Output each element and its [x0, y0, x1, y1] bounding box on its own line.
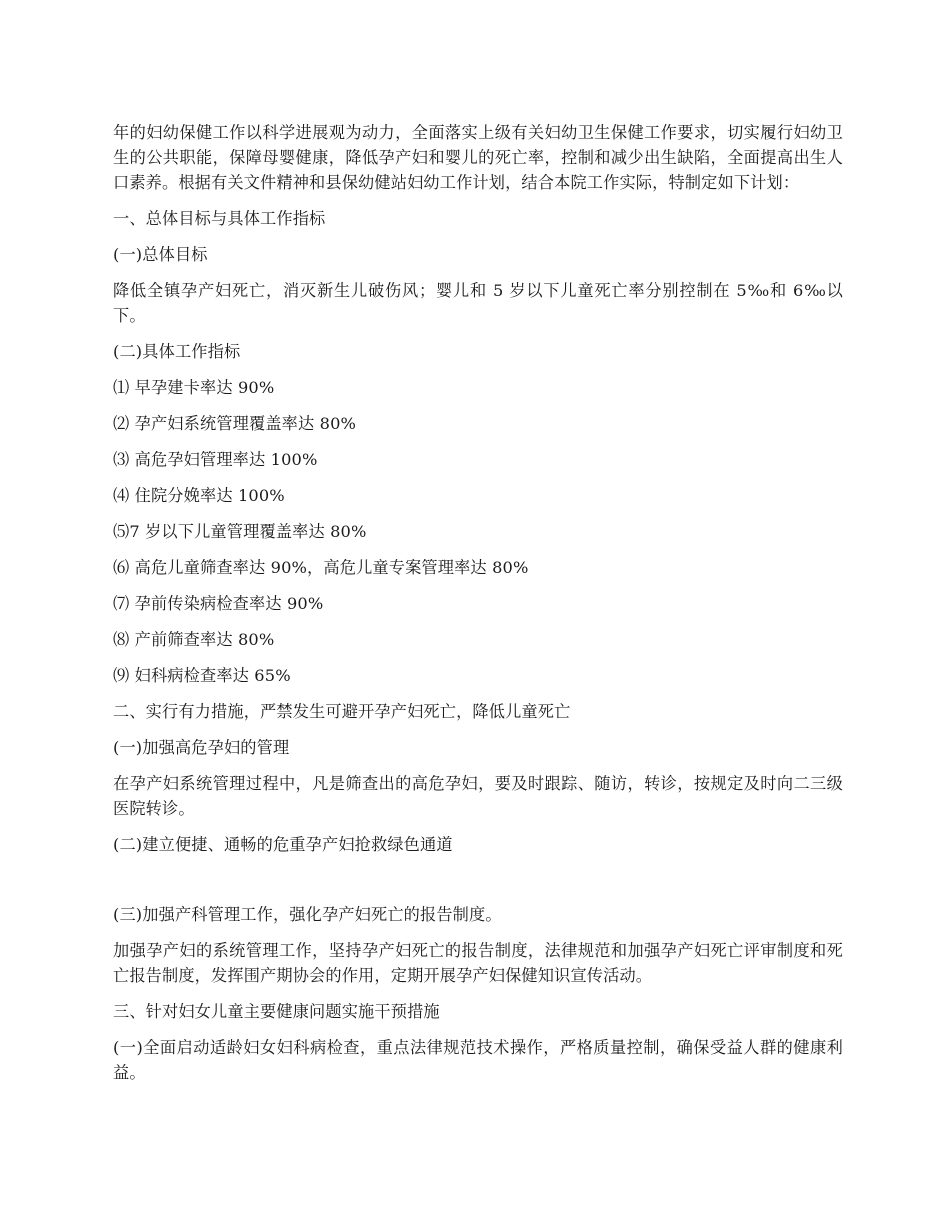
subsection-heading: (一)总体目标	[113, 245, 208, 264]
indicator-item: ⑴ 早孕建卡率达 90%	[113, 378, 275, 397]
indicator-item: ⑷ 住院分娩率达 100%	[113, 486, 285, 505]
section-heading-1: 一、总体目标与具体工作指标	[113, 209, 326, 228]
body-paragraph: (一)全面启动适龄妇女妇科病检查，重点法律规范技术操作，严格质量控制，确保受益人群的健康利益。	[113, 1038, 843, 1082]
document-body	[113, 120, 843, 1096]
indicator-item: ⑻ 产前筛查率达 80%	[113, 630, 275, 649]
body-paragraph: 降低全镇孕产妇死亡，消灭新生儿破伤风；婴儿和 5 岁以下儿童死亡率分别控制在 5‰和 6‰以下。	[113, 281, 843, 325]
blank-space	[113, 868, 843, 902]
subsection-heading: (三)加强产科管理工作，强化孕产妇死亡的报告制度。	[113, 905, 502, 924]
indicator-item: ⑵ 孕产妇系统管理覆盖率达 80%	[113, 414, 357, 433]
subsection-heading: (一)加强高危孕妇的管理	[113, 738, 290, 757]
section-heading-3: 三、针对妇女儿童主要健康问题实施干预措施	[113, 1002, 440, 1021]
body-paragraph: 在孕产妇系统管理过程中，凡是筛查出的高危孕妇，要及时跟踪、随访，转诊，按规定及时向二三级医院转诊。	[113, 774, 843, 818]
indicator-item: ⑼ 妇科病检查率达 65%	[113, 666, 291, 685]
indicator-item: ⑶ 高危孕妇管理率达 100%	[113, 450, 318, 469]
subsection-heading: (二)具体工作指标	[113, 342, 241, 361]
subsection-heading: (二)建立便捷、通畅的危重孕产妇抢救绿色通道	[113, 835, 453, 854]
body-paragraph: 加强孕产妇的系统管理工作，坚持孕产妇死亡的报告制度，法律规范和加强孕产妇死亡评审制度和死亡报告制度，发挥围产期协会的作用，定期开展孕产妇保健知识宣传活动。	[113, 941, 843, 985]
indicator-item: ⑸7 岁以下儿童管理覆盖率达 80%	[113, 522, 367, 541]
indicator-item: ⑺ 孕前传染病检查率达 90%	[113, 594, 324, 613]
indicator-item: ⑹ 高危儿童筛查率达 90%，高危儿童专案管理率达 80%	[113, 558, 529, 577]
section-heading-2: 二、实行有力措施，严禁发生可避开孕产妇死亡，降低儿童死亡	[113, 702, 571, 721]
intro-paragraph: 年的妇幼保健工作以科学进展观为动力，全面落实上级有关妇幼卫生保健工作要求，切实履行妇幼卫生的公共职能，保障母婴健康，降低孕产妇和婴儿的死亡率，控制和减少出生缺陷，全面提高出生人口素养。根据有关文件精神和县保幼健站妇幼工作计划，结合本院工作实际，特制定如下计划：	[113, 123, 843, 192]
